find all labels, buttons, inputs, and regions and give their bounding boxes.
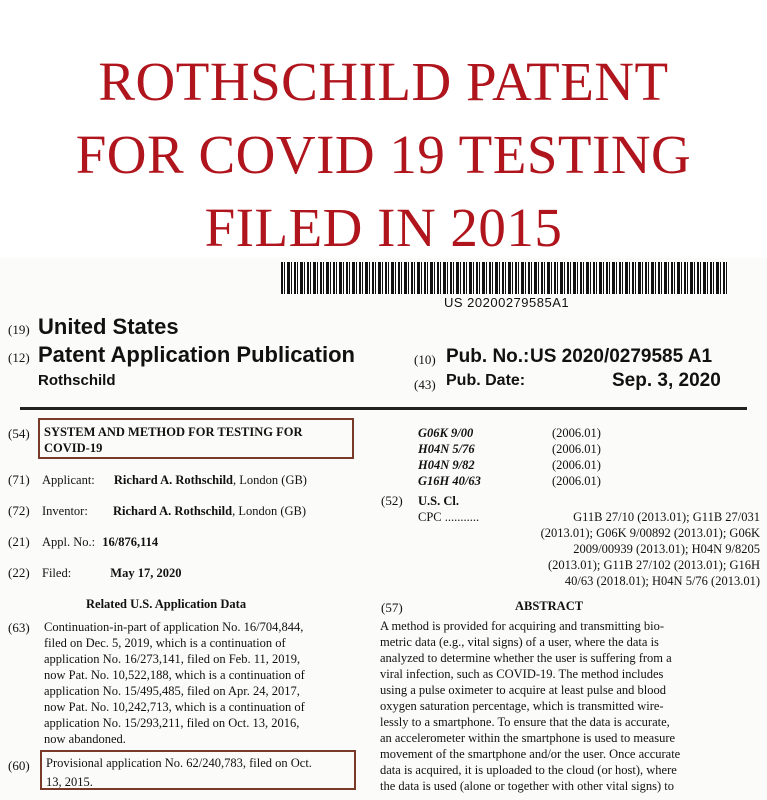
- applicant-label: Applicant:: [42, 473, 95, 487]
- continuation-line: filed on Dec. 5, 2019, which is a continuation of: [44, 636, 286, 650]
- abstract-line: using a pulse oximeter to acquire at least pulse and blood: [380, 683, 667, 697]
- continuation-line: application No. 15/293,211, filed on Oct. 13, 2016,: [44, 716, 300, 730]
- class-year: (2006.01): [552, 442, 601, 456]
- abstract-line: an accelerometer within the smartphone is used to measure: [380, 731, 676, 745]
- cpc-line: (2013.01); G11B 27/102 (2013.01); G16H: [547, 558, 760, 572]
- class-row: [418, 457, 601, 473]
- headline: [0, 0, 767, 258]
- code-60: (60): [8, 758, 30, 773]
- code-63: (63): [8, 620, 30, 635]
- header-rule: [20, 407, 747, 410]
- inventor-location: , London (GB): [232, 504, 307, 518]
- abstract-line: data is acquired, it is uploaded to the cloud (or host), where: [380, 763, 677, 777]
- continuation-line: now abandoned.: [44, 732, 126, 746]
- abstract-line: A method is provided for acquiring and transmitting bio-: [380, 619, 664, 633]
- filed-date: May 17, 2020: [110, 566, 182, 580]
- class-code: G16H 40/63: [418, 474, 481, 488]
- provisional-line-2: 13, 2015.: [46, 775, 93, 789]
- applicant: [42, 472, 307, 488]
- barcode: [281, 262, 728, 294]
- related-heading: Related U.S. Application Data: [86, 597, 247, 611]
- code-12: (12): [8, 350, 30, 365]
- abstract-text: [380, 618, 760, 794]
- applicant-location: , London (GB): [233, 473, 307, 487]
- class-code: H04N 5/76: [418, 442, 475, 456]
- code-52: (52): [381, 493, 403, 508]
- filed: [42, 565, 181, 581]
- pub-date-label: Pub. Date:: [446, 372, 526, 389]
- continuation-text: [44, 619, 305, 747]
- cpc-line: 2009/00939 (2013.01); H04N 9/8205: [573, 542, 760, 556]
- code-19: (19): [8, 322, 30, 337]
- cpc-line: G11B 27/10 (2013.01); G11B 27/031: [573, 510, 760, 524]
- us-cl-label: U.S. Cl.: [418, 494, 459, 508]
- class-code: H04N 9/82: [418, 458, 475, 472]
- abstract-line: metric data (e.g., vital signs) of a user, where the data is: [380, 635, 659, 649]
- code-71: (71): [8, 472, 30, 487]
- class-row: [418, 473, 601, 489]
- cpc-text: [460, 509, 760, 589]
- appl-no: 16/876,114: [102, 535, 159, 549]
- headline-line-2: FOR COVID 19 TESTING: [75, 124, 692, 185]
- abstract-line: the data is used (alone or together with other vital signs) to: [380, 779, 675, 793]
- cpc-line: (2013.01); G06K 9/00892 (2013.01); G06K: [540, 526, 760, 540]
- filed-label: Filed:: [42, 566, 72, 580]
- class-year: (2006.01): [552, 426, 601, 440]
- applicant-name: Richard A. Rothschild: [113, 473, 234, 487]
- provisional-box: [40, 750, 356, 790]
- country: United States: [38, 314, 179, 339]
- continuation-line: application No. 16/273,141, filed on Feb. 11, 2019,: [44, 652, 301, 666]
- continuation-line: now Pat. No. 10,522,188, which is a continuation of: [44, 668, 305, 682]
- pub-no: US 2020/0279585 A1: [530, 346, 713, 367]
- code-10: (10): [414, 352, 436, 367]
- code-72: (72): [8, 503, 30, 518]
- cpc-label: CPC ...........: [418, 510, 480, 524]
- inventor-name: Richard A. Rothschild: [112, 504, 233, 518]
- headline-line-1: ROTHSCHILD PATENT: [98, 51, 669, 112]
- abstract-line: oxygen saturation percentage, which is transmitted wire-: [380, 699, 664, 713]
- code-21: (21): [8, 534, 30, 549]
- code-54: (54): [8, 426, 30, 441]
- abstract-line: movement of the smartphone and/or the user. Once accurate: [380, 747, 681, 761]
- provisional-line-1: Provisional application No. 62/240,783, filed on Oct.: [46, 756, 312, 770]
- abstract-line: analyzed to determine whether the user is suffering from a: [380, 651, 672, 665]
- title-box: [38, 418, 354, 459]
- code-43: (43): [414, 377, 436, 392]
- continuation-line: application No. 15/495,485, filed on Apr. 24, 2017,: [44, 684, 300, 698]
- class-row: [418, 425, 601, 441]
- headline-line-3: FILED IN 2015: [204, 197, 563, 258]
- class-code: G06K 9/00: [418, 426, 474, 440]
- inventor-short: Rothschild: [38, 372, 116, 389]
- abstract-line: lessly to a smartphone. To ensure that the data is accurate,: [380, 715, 670, 729]
- doc-type: Patent Application Publication: [38, 342, 355, 367]
- continuation-line: now Pat. No. 10,242,713, which is a continuation of: [44, 700, 305, 714]
- class-year: (2006.01): [552, 458, 601, 472]
- abstract-line: viral infection, such as COVID-19. The method includes: [380, 667, 664, 681]
- inventor: [42, 503, 306, 519]
- continuation-line: Continuation-in-part of application No. 16/704,844,: [44, 620, 304, 634]
- application-number: [42, 534, 158, 550]
- code-57: (57): [381, 600, 403, 615]
- class-row: [418, 441, 601, 457]
- class-list: [418, 425, 601, 489]
- pub-date: Sep. 3, 2020: [612, 370, 721, 391]
- barcode-number: US 20200279585A1: [444, 295, 570, 310]
- pub-no-label: Pub. No.:: [446, 346, 530, 367]
- appl-label: Appl. No.:: [42, 535, 96, 549]
- cpc-line: 40/63 (2018.01); H04N 5/76 (2013.01): [564, 574, 760, 588]
- class-year: (2006.01): [552, 474, 601, 488]
- patent-title: SYSTEM AND METHOD FOR TESTING FOR COVID-19: [44, 425, 303, 455]
- code-22: (22): [8, 565, 30, 580]
- abstract-heading: ABSTRACT: [515, 599, 584, 613]
- inventor-label: Inventor:: [42, 504, 88, 518]
